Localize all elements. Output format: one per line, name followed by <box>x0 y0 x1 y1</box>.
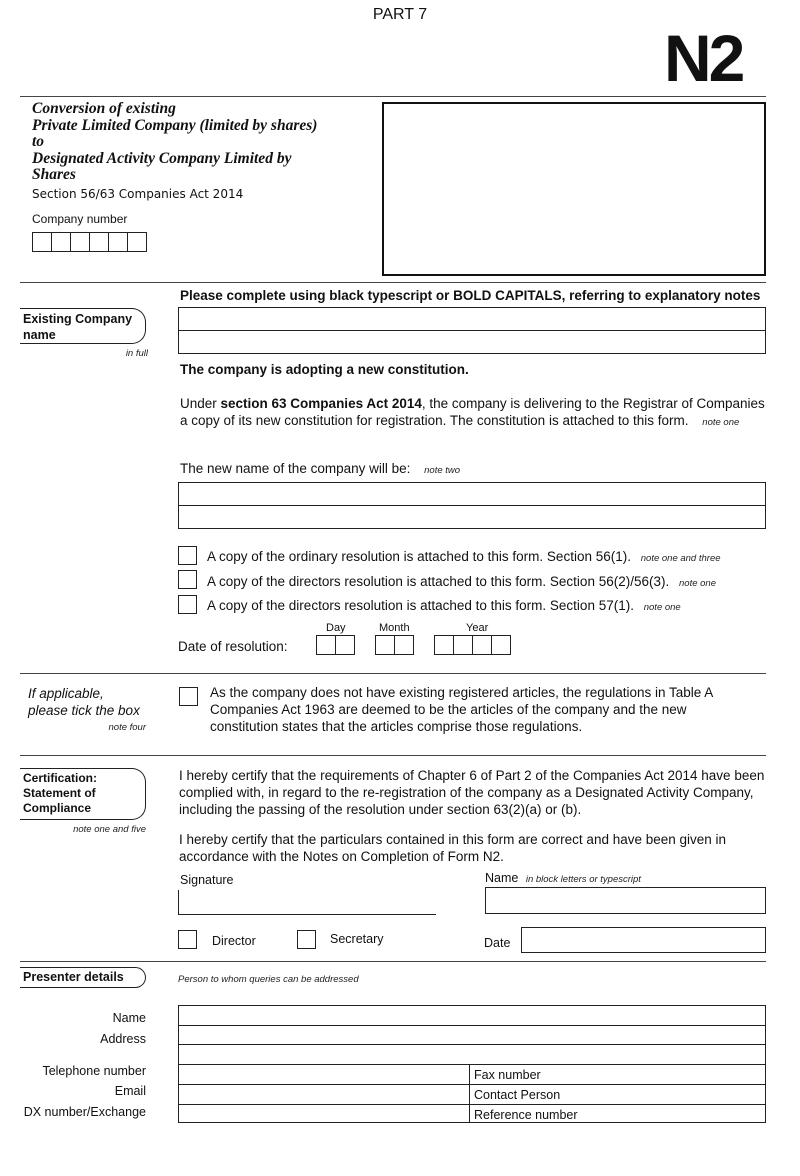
existing-name-divider <box>178 330 766 331</box>
presenter-name-label: Name <box>112 1011 146 1025</box>
constitution-text-pre: Under <box>180 396 221 411</box>
constitution-note: note one <box>702 417 740 428</box>
table-a-text: As the company does not have existing registered articles, the regulations in Table A Companies Act 1963 are deemed to be the articles of the company and the new constitution states that the articles comprise those regulations. <box>210 685 713 734</box>
secretary-label: Secretary <box>330 932 384 946</box>
company-number-label: Company number <box>32 212 128 226</box>
presenter-column-divider <box>469 1064 470 1123</box>
date-label: Date <box>484 936 511 950</box>
new-name-label-text: The new name of the company will be: <box>180 461 411 476</box>
title-line-2: Private Limited Company (limited by shares) <box>32 116 318 134</box>
title-line-3: to <box>32 133 45 150</box>
title-line-4: Designated Activity Company Limited by <box>32 149 292 167</box>
presenter-note: Person to whom queries can be addressed <box>178 974 359 985</box>
applicable-label <box>20 685 146 719</box>
checkbox-3-note: note one <box>643 602 681 613</box>
certification-label <box>20 768 146 820</box>
certification-paragraph-1: I hereby certify that the requirements of Chapter 6 of Part 2 of the Companies Act 2014 have been complied with, in regard to the re-registration of the company as a Designated Activity Company, including the passing of the resolution under section 63(2)(a) or (b). <box>179 768 765 817</box>
part-label: PART 7 <box>372 6 428 23</box>
presenter-telephone-line <box>178 1084 766 1085</box>
certification-divider <box>20 961 766 962</box>
contact-person-label: Contact Person <box>474 1088 561 1102</box>
title-line-5: Shares <box>32 166 76 183</box>
office-use-box <box>382 102 766 276</box>
presenter-name-field[interactable] <box>178 1025 766 1026</box>
applicable-label-line-1: If applicable, <box>28 686 104 701</box>
checkbox-2-note: note one <box>679 578 716 589</box>
director-checkbox[interactable] <box>178 930 197 949</box>
checkbox-3-text: A copy of the directors resolution is attached to this form. Section 57(1). <box>207 598 634 613</box>
reference-number-label: Reference number <box>474 1108 578 1122</box>
section-reference: Section 56/63 Companies Act 2014 <box>32 187 244 201</box>
existing-name-label: Existing Company name <box>20 308 146 344</box>
applicable-label-line-2: please tick the box <box>28 703 140 718</box>
resolution-month-field[interactable] <box>375 635 413 655</box>
applicable-note: note four <box>108 722 146 733</box>
constitution-heading: The company is adopting a new constitution. <box>180 362 469 377</box>
secretary-checkbox[interactable] <box>297 930 316 949</box>
directors-resolution-56-text <box>207 574 716 589</box>
form-code: N2 <box>664 21 743 95</box>
presenter-address-line-1[interactable] <box>178 1044 766 1045</box>
checkbox-1-text: A copy of the ordinary resolution is attached to this form. Section 56(1). <box>207 549 631 564</box>
directors-resolution-57-checkbox[interactable] <box>178 595 197 614</box>
new-name-label <box>180 461 460 476</box>
name-label <box>485 871 641 885</box>
company-number-field[interactable] <box>32 232 146 252</box>
resolution-day-field[interactable] <box>316 635 354 655</box>
ordinary-resolution-text <box>207 549 721 564</box>
presenter-email-line <box>178 1104 766 1105</box>
certifier-name-field[interactable] <box>485 887 766 914</box>
certification-date-field[interactable] <box>521 927 766 953</box>
name-label-text: Name <box>485 871 519 885</box>
title-divider <box>20 282 766 283</box>
form-title <box>32 101 317 184</box>
ordinary-resolution-checkbox[interactable] <box>178 546 197 565</box>
certification-label-line-3: Compliance <box>23 801 92 815</box>
directors-resolution-57-text <box>207 598 681 613</box>
new-name-note: note two <box>424 465 461 476</box>
presenter-address-line-2[interactable] <box>178 1064 766 1065</box>
day-label: Day <box>326 622 346 634</box>
certification-label-line-2: Statement of <box>23 786 96 800</box>
presenter-dx-label: DX number/Exchange <box>23 1105 146 1119</box>
constitution-text-rest: , the company is delivering to the Registrar of Companies a copy of its new constitution for registration. The constitution is attached to this form. <box>180 396 765 428</box>
presenter-telephone-label: Telephone number <box>42 1064 146 1078</box>
header-divider <box>20 96 766 97</box>
constitution-text-bold: section 63 Companies Act 2014 <box>220 396 422 411</box>
signature-label: Signature <box>180 873 234 887</box>
instructions: Please complete using black typescript or BOLD CAPITALS, referring to explanatory notes <box>180 288 761 303</box>
existing-name-note: in full <box>125 348 148 359</box>
resolution-year-field[interactable] <box>434 635 510 655</box>
checkbox-2-text: A copy of the directors resolution is attached to this form. Section 56(2)/56(3). <box>207 574 670 589</box>
month-label: Month <box>379 622 410 634</box>
new-name-divider <box>178 505 766 506</box>
fax-label: Fax number <box>474 1068 541 1082</box>
date-of-resolution-label: Date of resolution: <box>178 639 288 654</box>
presenter-label: Presenter details <box>20 967 146 988</box>
resolution-divider <box>20 673 766 674</box>
presenter-address-label: Address <box>100 1032 146 1046</box>
certification-note: note one and five <box>73 824 146 835</box>
certification-label-line-1: Certification: <box>23 771 98 785</box>
constitution-paragraph <box>180 395 766 431</box>
title-line-1: Conversion of existing <box>32 100 176 117</box>
applicable-divider <box>20 755 766 756</box>
checkbox-1-note: note one and three <box>640 553 721 564</box>
year-label: Year <box>466 622 489 634</box>
directors-resolution-56-checkbox[interactable] <box>178 570 197 589</box>
name-note: in block letters or typescript <box>525 874 641 885</box>
signature-field[interactable] <box>178 890 436 915</box>
certification-paragraph-2: I hereby certify that the particulars contained in this form are correct and have been given in accordance with the Notes on Completion of Form N2. <box>179 832 727 864</box>
presenter-email-label: Email <box>114 1084 146 1098</box>
table-a-checkbox[interactable] <box>179 687 198 706</box>
director-label: Director <box>212 934 256 948</box>
